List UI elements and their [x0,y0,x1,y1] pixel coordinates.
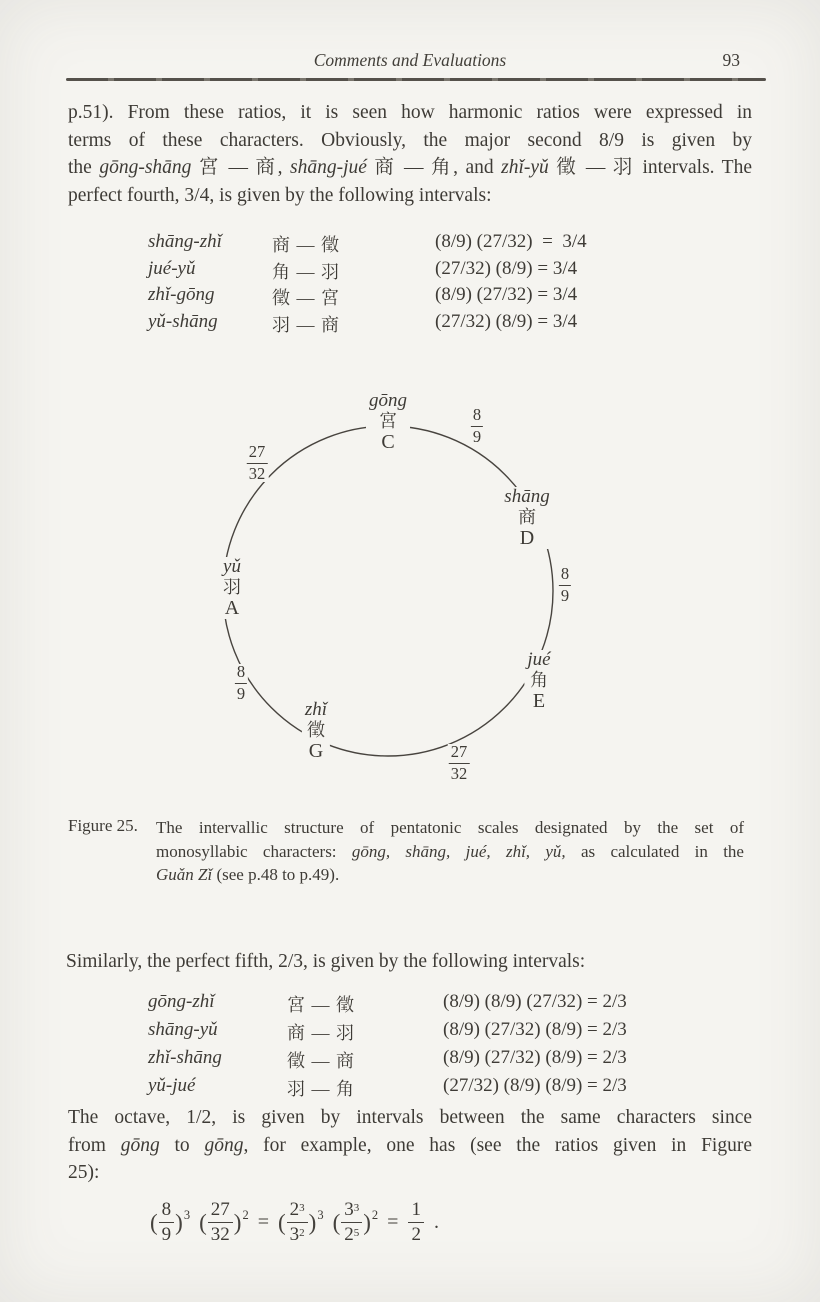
note-pinyin: zhǐ [304,699,328,720]
cell-pinyin: zhǐ-gōng [148,284,215,306]
octave-equation [150,1199,439,1246]
text-line: The octave, 1/2, is given by intervals between the same characters since [68,1107,752,1128]
figure-25-diagram [0,388,820,808]
interval-ratio-zhi-yu: $\frac{8}{9}$ [234,664,248,702]
interval-ratio-shang-jue: $\frac{8}{9}$ [558,566,572,604]
cell-formula: (8/9) (27/32) = 3/4 [435,284,578,306]
note-letter: C [381,431,395,453]
interval-row [68,991,728,1018]
exponent: 3 [317,1208,324,1222]
cell-formula: (8/9) (27/32) = 3/4 [435,231,587,252]
cell-pinyin: zhǐ-shāng [148,1047,222,1068]
cell-formula: (27/32) (8/9) = 3/4 [435,311,578,333]
cell-chinese: 羽 — 角 [287,1079,355,1099]
interval-ratio-yu-gong: $\frac{27}{32}$ [246,444,269,482]
note-character: 角 [530,670,548,690]
octave-paragraph [68,1104,752,1187]
cell-chinese: 商 — 徵 [272,235,340,255]
note-character: 徵 [307,720,325,740]
fraction: $\frac{1}{2}$ [408,1199,424,1246]
cell-formula: (27/32) (8/9) = 3/4 [435,257,578,279]
equation-operator: = [387,1211,399,1233]
note-letter: D [519,527,535,549]
exponent: 2 [242,1208,249,1222]
interval-row [68,258,708,285]
note-label-g [302,700,330,762]
text-line: the gōng-shāng 宮 — 商, shāng-jué 商 — 角, and zhǐ-yǔ 徵 — 羽 intervals. The [68,157,752,178]
cell-chinese: 宮 — 徵 [287,995,355,1015]
exponent: 3 [183,1208,191,1222]
text-line: 25): [68,1162,100,1183]
interval-row [68,284,708,311]
note-pinyin: gōng [369,390,407,411]
equation-term: ( $\frac{27}{32}$ ) 2 [199,1199,249,1245]
note-character: 羽 [223,577,241,597]
note-pinyin: shāng [504,486,550,507]
interval-row [68,1019,728,1046]
cell-chinese: 角 — 羽 [272,261,340,282]
interval-ratio-jue-zhi: $\frac{27}{32}$ [448,744,471,782]
fraction: $\frac{27}{32}$ [208,1199,233,1246]
text-line: terms of these characters. Obviously, the major second 8/9 is given by [68,129,752,151]
fraction: $\frac{3^3}{2^5}$ [341,1199,362,1246]
cell-formula: (8/9) (27/32) (8/9) = 2/3 [443,1047,627,1068]
note-label-c [366,391,410,453]
note-letter: A [224,597,240,619]
intro-paragraph [68,99,752,209]
note-letter: E [532,690,546,712]
note-character: 宮 [379,411,397,431]
equation-operator: . [433,1211,439,1233]
equation-term: ( $\frac{2^3}{3^2}$ ) 3 [277,1199,324,1245]
pentatonic-circle [0,388,820,808]
exponent: 2 [371,1208,379,1222]
cell-formula: (8/9) (27/32) (8/9) = 2/3 [443,1019,627,1040]
cell-formula: (27/32) (8/9) (8/9) = 2/3 [443,1075,627,1096]
interval-row [68,311,708,338]
note-character: 商 [518,507,536,527]
equation-operator: = [257,1211,269,1233]
figure-caption-label: Figure 25. [68,816,138,835]
note-label-d [501,487,552,549]
cell-chinese: 商 — 羽 [287,1023,355,1043]
equation-term: ( $\frac{8}{9}$ ) 3 [150,1199,191,1245]
equation-term [407,1199,425,1246]
header-rule [66,78,766,81]
running-header: Comments and Evaluations [313,50,507,70]
cell-pinyin: yǔ-shāng [148,311,218,333]
cell-pinyin: yǔ-jué [148,1075,196,1096]
note-label-a [220,557,244,619]
cell-pinyin: shāng-yǔ [148,1019,218,1040]
note-letter: G [308,740,324,762]
cell-chinese: 羽 — 商 [272,315,340,336]
interval-row [68,1047,728,1074]
fraction: $\frac{8}{9}$ [159,1199,175,1246]
note-pinyin: yǔ [223,556,241,577]
cell-chinese: 徵 — 宮 [272,288,340,309]
cell-pinyin: shāng-zhǐ [148,231,222,252]
text-line: monosyllabic characters: gōng, shāng, jué, zhǐ, yǔ, as calculated in the [156,841,744,861]
cell-pinyin: gōng-zhǐ [148,991,215,1012]
text-line: p.51). From these ratios, it is seen how harmonic ratios were expressed in [68,102,752,123]
fraction: $\frac{2^3}{3^2}$ [287,1199,308,1246]
text-line: Guǎn Zǐ (see p.48 to p.49). [156,865,340,884]
text-line: perfect fourth, 3/4, is given by the following intervals: [68,184,492,206]
text-line: from gōng to gōng, for example, one has (see the ratios given in Figure [68,1134,752,1156]
perfect-fourth-table [68,231,708,343]
perfect-fifth-intro: Similarly, the perfect fifth, 2/3, is given by the following intervals: [66,951,586,972]
cell-formula: (8/9) (8/9) (27/32) = 2/3 [443,991,627,1012]
interval-row [68,1075,728,1102]
figure-caption [156,816,744,887]
equation-term: ( $\frac{3^3}{2^5}$ ) 2 [332,1199,379,1245]
cell-chinese: 徵 — 商 [287,1051,355,1071]
note-label-e [524,650,553,712]
note-pinyin: jué [527,649,551,670]
perfect-fifth-table [68,991,728,1109]
page-number: 93 [722,50,740,70]
cell-pinyin: jué-yǔ [148,257,196,279]
interval-ratio-gong-shang: $\frac{8}{9}$ [470,407,484,445]
interval-row [68,231,708,258]
text-line: The intervallic structure of pentatonic scales designated by the set of [156,818,744,837]
